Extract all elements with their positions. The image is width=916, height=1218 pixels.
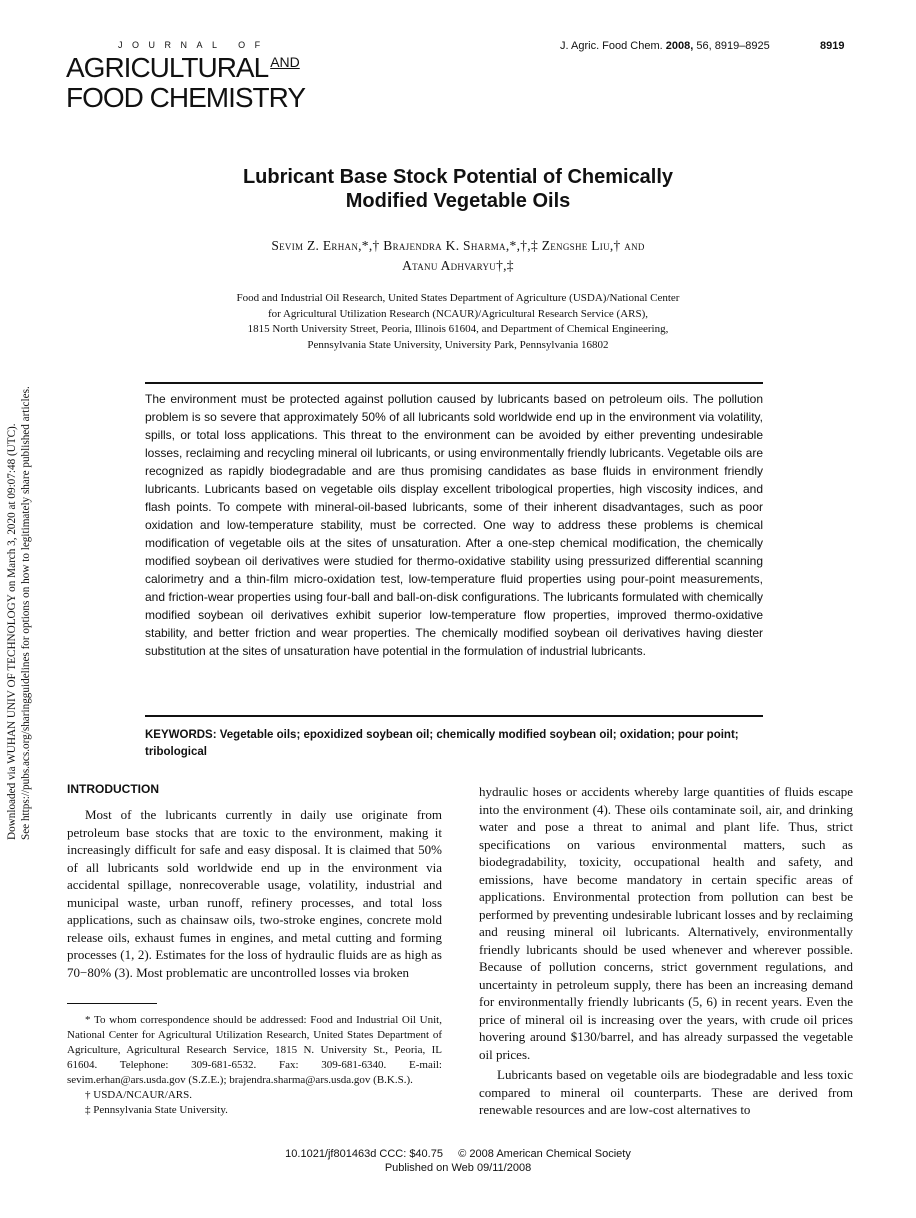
masthead-food-chemistry: FOOD CHEMISTRY — [66, 82, 306, 113]
citation-volume-pages: 56, 8919–8925 — [696, 40, 770, 52]
article-title — [0, 165, 916, 213]
download-notice-line2: See https://pubs.acs.org/sharingguidelines for options on how to legitimately share published articles. — [20, 386, 32, 840]
affiliation-line4: Pennsylvania State University, University Park, Pennsylvania 16802 — [307, 338, 609, 351]
masthead-agricultural — [66, 52, 300, 84]
section-heading-introduction: INTRODUCTION — [67, 782, 159, 796]
masthead-journal-of: JOURNAL OF — [118, 40, 270, 50]
keywords: KEYWORDS: Vegetable oils; epoxidized soybean oil; chemically modified soybean oil; oxidation; pour point; tribological — [145, 729, 739, 758]
citation-journal: J. Agric. Food Chem. — [560, 40, 663, 52]
footnote-double-dagger: ‡ Pennsylvania State University. — [85, 1104, 228, 1116]
article-title-line2: Modified Vegetable Oils — [345, 190, 571, 212]
footnote-dagger: † USDA/NCAUR/ARS. — [85, 1089, 192, 1101]
download-notice-line1: Downloaded via WUHAN UNIV OF TECHNOLOGY on March 3, 2020 at 09:07:48 (UTC). — [6, 423, 18, 840]
footer-published: Published on Web 09/11/2008 — [384, 1162, 532, 1174]
page-number: 8919 — [820, 40, 845, 52]
abstract-bottom-rule — [145, 715, 763, 717]
intro-paragraph-1: Most of the lubricants currently in daily use originate from petroleum base stocks that are toxic to the environment, making it increasingly difficult for safe and easy disposal. It is claimed that 50% of all lubricants sold worldwide end up in the environment via accidental spillage, nonrecoverable usage, volatility, industrial and municipal waste, urban runoff, refinery processes, and total loss applications, such as chainsaw oils, two-stroke engines, concrete mold release oils, exhaust fumes in engines, and metal cutting and forming processes (1, 2). Estimates for the loss of hydraulic fluids are as high as 70−80% (3). Most problematic are uncontrolled losses via broken — [67, 807, 442, 980]
footnote-correspondence: * To whom correspondence should be addressed: Food and Industrial Oil Unit, National Center for Agricultural Utilization Research, United States Department of Agriculture, Agricultural Research Service, 1815 N. University St., Peoria, IL 61604. Telephone: 309-681-6532. Fax: 309-681-6340. E-mail: sevim.erhan@ars.usda.gov (S.Z.E.); brajendra.sharma@ars.usda.gov (B.K.S.). — [67, 1014, 442, 1086]
affiliation-line2: for Agricultural Utilization Research (NCAUR)/Agricultural Research Service (ARS), — [268, 307, 648, 320]
intro-paragraph-2: hydraulic hoses or accidents whereby large quantities of fluids escape into the environment (4). These oils contaminate soil, air, and drinking water and pose a threat to animal and plant life. Thus, strict specifications on various environmental matters, such as biodegradability, toxicity, occupational health and safety, and emissions, have become mandatory in certain specific areas of applications. Environmental protection from pollution can best be performed by preventing undesirable lubricant losses and by reclaiming and reusing mineral oil lubricants. Alternatively, environmentally friendly lubricants should be used whenever and wherever possible. Because of pollution concerns, strict government regulations, and uncertainty in petroleum supply, there has been an increasing demand for environmentally friendly lubricants (5, 6) in recent years. Even the price of mineral oil is increasing over the years, with crude oil prices hovering around $130/barrel, and has already surpassed the vegetable oil prices. — [479, 784, 853, 1062]
affiliation-line1: Food and Industrial Oil Research, United States Department of Agriculture (USDA)/National Center — [236, 292, 680, 304]
intro-paragraph-3: Lubricants based on vegetable oils are biodegradable and less toxic compared to mineral oil counterparts. These are derived from renewable resources and are low-cost alternatives to — [479, 1067, 853, 1117]
author-line1: Sevim Z. Erhan,*,† Brajendra K. Sharma,*,†,‡ Zengshe Liu,† and — [271, 238, 645, 253]
masthead-agricultural-text: AGRICULTURAL — [66, 52, 269, 83]
left-column — [67, 806, 442, 981]
author-line2: Atanu Adhvaryu†,‡ — [402, 258, 514, 273]
footnotes — [67, 1013, 442, 1118]
page-footer — [0, 1147, 916, 1175]
affiliation-line3: 1815 North University Street, Peoria, Illinois 61604, and Department of Chemical Engineering, — [247, 323, 669, 335]
footnote-rule — [67, 1003, 157, 1004]
download-notice-sidebar — [2, 352, 34, 844]
citation-year: 2008, — [665, 40, 694, 52]
affiliation — [0, 291, 916, 353]
citation-header — [560, 40, 770, 52]
masthead-and: AND — [270, 54, 300, 70]
author-list — [0, 236, 916, 276]
abstract-top-rule — [145, 382, 763, 384]
abstract: The environment must be protected against pollution caused by lubricants based on petroleum oils. The pollution problem is so severe that approximately 50% of all lubricants sold worldwide end up in the environment via volatility, spills, or total loss applications. This threat to the environment can be avoided by either preventing undesirable losses, reclaiming and recycling mineral oil lubricants, or using environmentally friendly lubricants. Vegetable oils are recognized as rapidly biodegradable and are thus promising candidates as base fluids in environment friendly lubricants. Lubricants based on vegetable oils display excellent tribological properties, high viscosity indices, and flash points. To compete with mineral-oil-based lubricants, some of their inherent disadvantages, such as poor oxidation and low-temperature stability, must be corrected. One way to address these problems is chemical modification of vegetable oils at the sites of unsaturation. After a one-step chemical modification, the chemically modified soybean oil derivatives were studied for thermo-oxidative stability using pressurized differential scanning calorimetry and a thin-film micro-oxidation test, low-temperature fluid properties using pour-point measurements, and friction-wear properties using four-ball and ball-on-disk configurations. The lubricants formulated with chemically modified soybean oil derivatives exhibit superior low-temperature flow properties, improved thermo-oxidative stability, and better friction and wear properties. The chemically modified soybean oil derivatives having diester substitution at the sites of unsaturation have potential in the formulation of industrial lubricants. — [145, 392, 763, 658]
footer-doi: 10.1021/jf801463d CCC: $40.75 © 2008 American Chemical Society — [285, 1148, 631, 1160]
article-title-line1: Lubricant Base Stock Potential of Chemically — [242, 166, 674, 188]
right-column — [479, 783, 853, 1119]
